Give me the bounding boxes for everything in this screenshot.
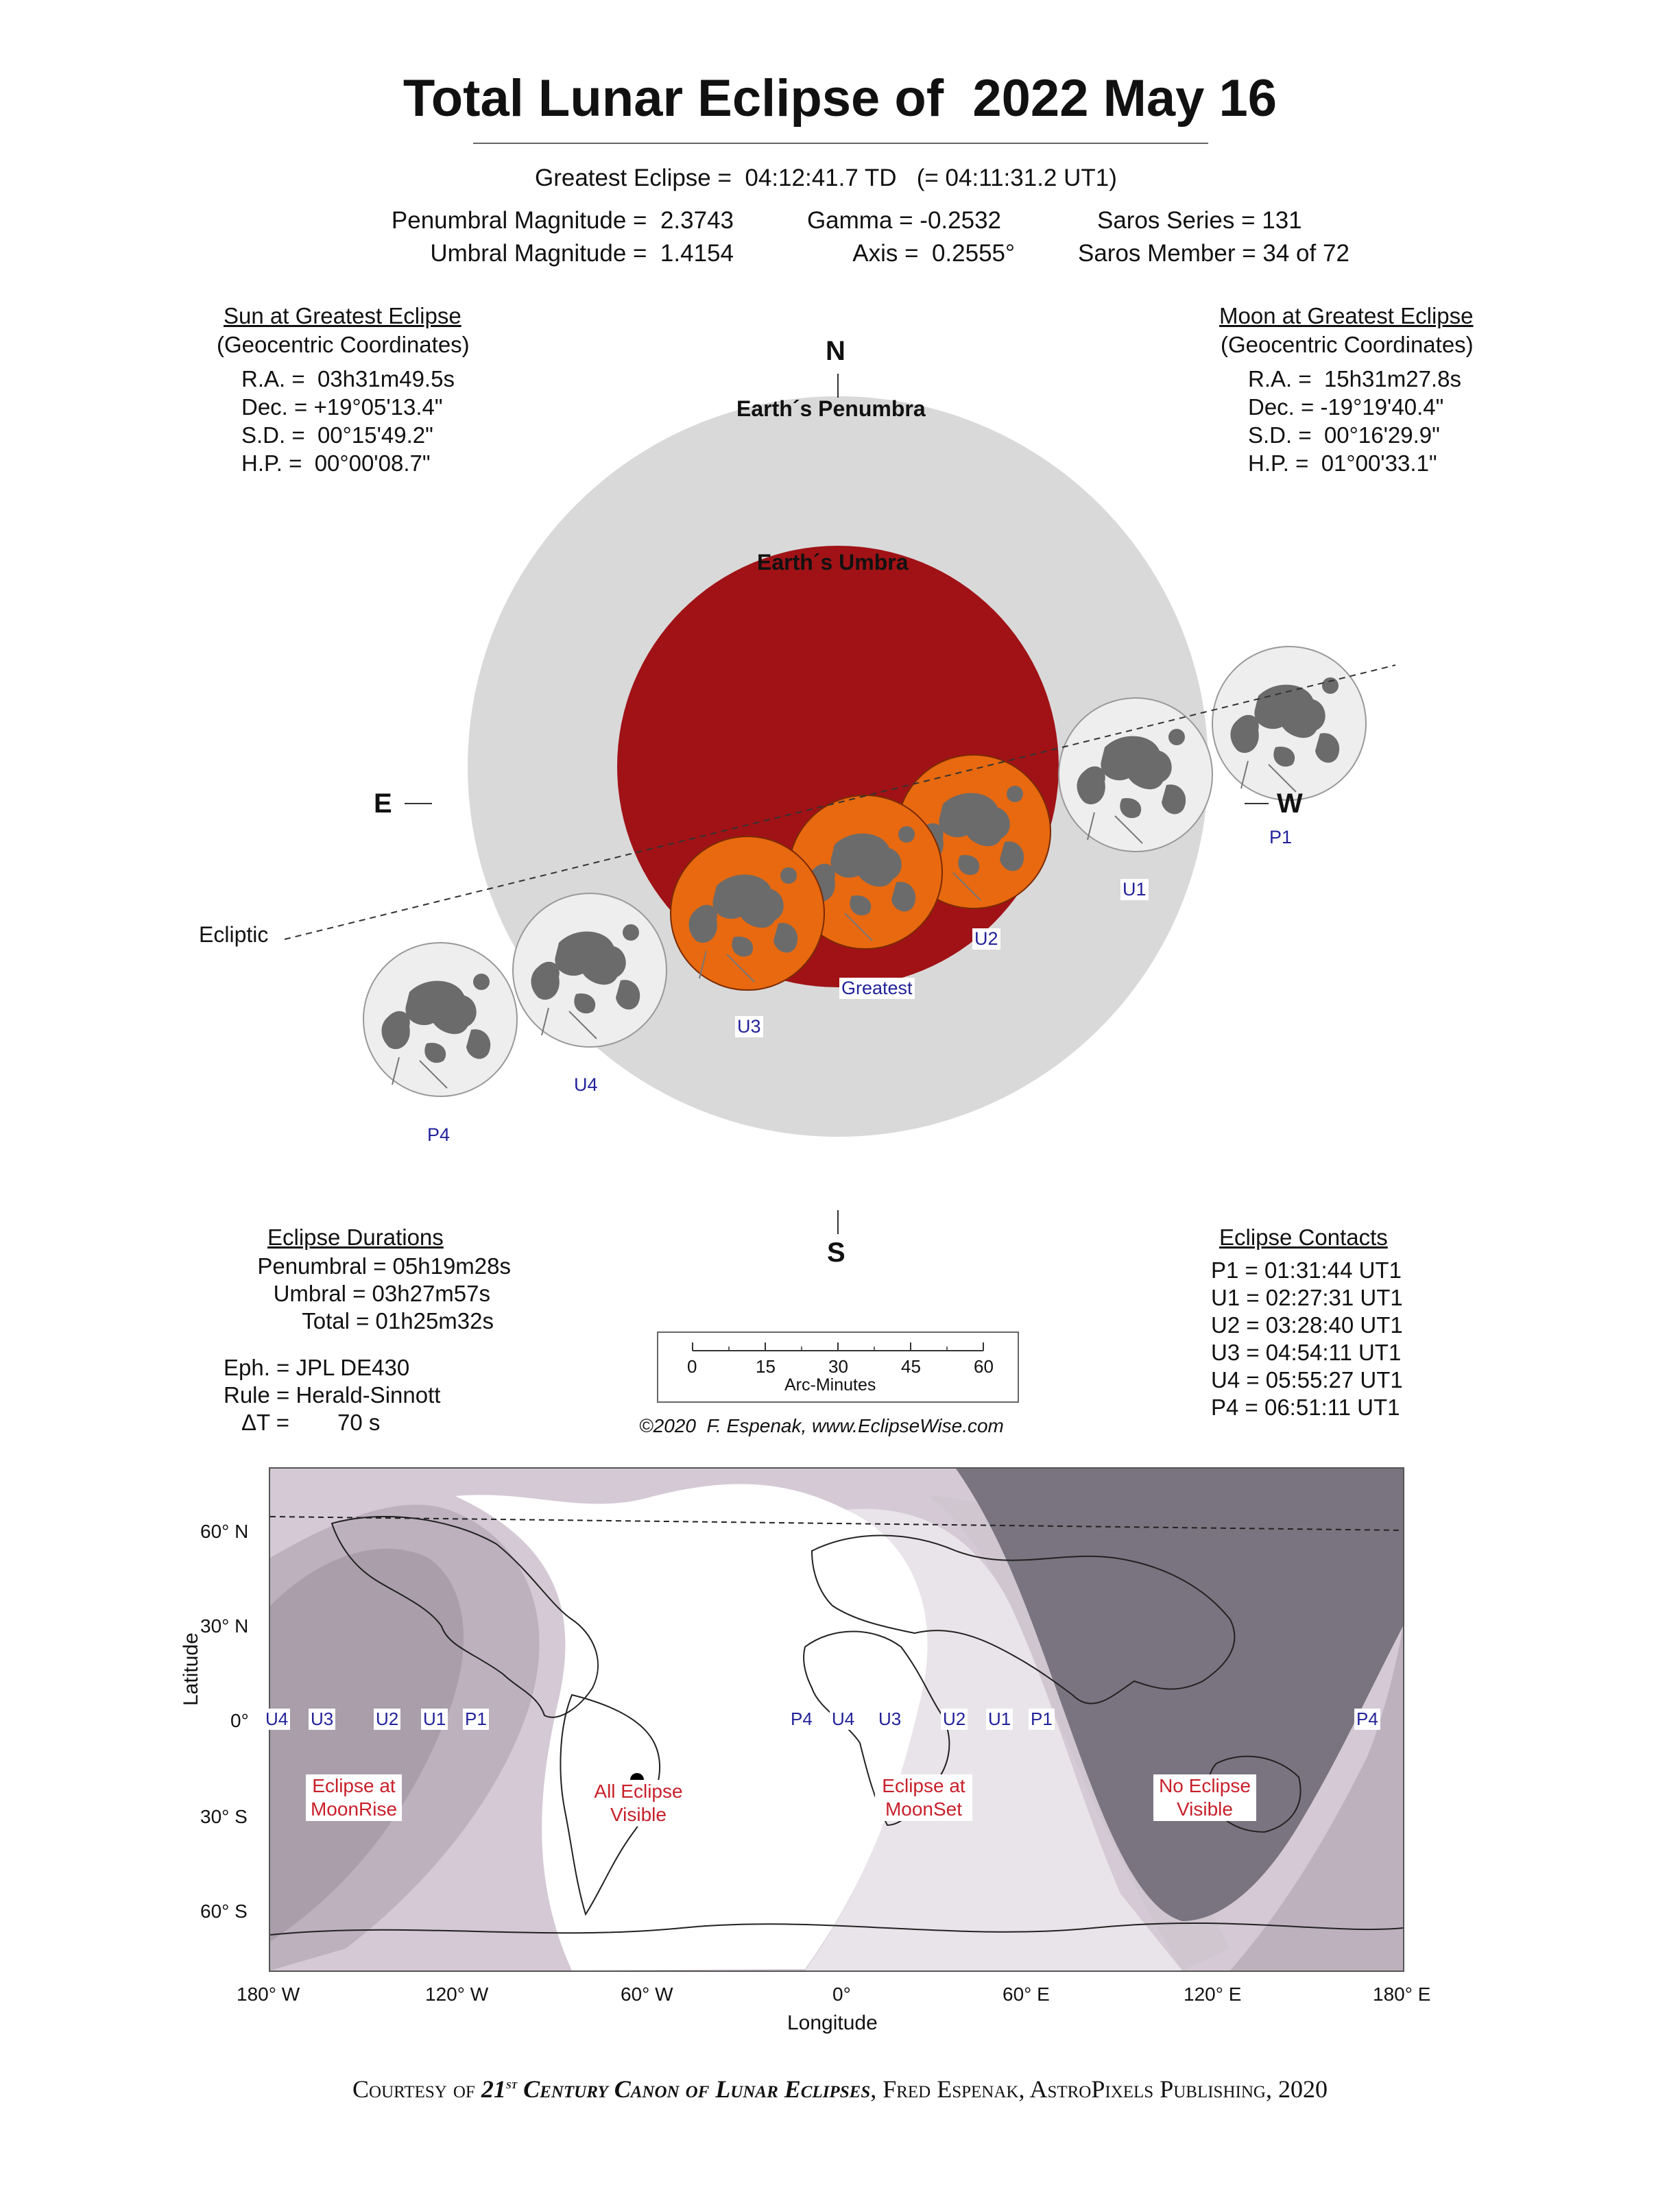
durations-heading: Eclipse Durations — [267, 1225, 444, 1250]
contact-label-greatest: Greatest — [839, 978, 915, 999]
region-no-eclipse-label — [1153, 1774, 1256, 1821]
contact-time-p4: P4 = 06:51:11 UT1 — [1211, 1395, 1400, 1420]
moon-p1 — [1212, 647, 1366, 800]
gamma-value: Gamma = -0.2532 — [806, 207, 1001, 234]
saros-member: Saros Member = 34 of 72 — [1078, 240, 1349, 267]
umbral-duration: Umbral = 03h27m57s — [273, 1281, 490, 1306]
moon-sd: S.D. = 00°16'29.9" — [1248, 422, 1440, 448]
region-all-line1: All Eclipse — [594, 1781, 683, 1802]
contact-label-u2: U2 — [972, 928, 1000, 950]
footer-century-suffix: st — [505, 2077, 518, 2092]
lon-tick-180w: 180° W — [237, 1984, 300, 2005]
map-contact-p4-east: P4 — [789, 1709, 815, 1730]
contact-time-p1: P1 = 01:31:44 UT1 — [1211, 1257, 1402, 1283]
greatest-eclipse-time: Greatest Eclipse = 04:12:41.7 TD (= 04:11:31.2 UT1) — [535, 165, 1117, 191]
umbral-magnitude: Umbral Magnitude = 1.4154 — [430, 240, 734, 267]
scale-tick-30: 30 — [828, 1356, 848, 1377]
scale-tick-60: 60 — [974, 1356, 994, 1377]
moon-u4 — [513, 893, 667, 1047]
saros-series: Saros Series = 131 — [1097, 207, 1302, 234]
region-none-line2: Visible — [1177, 1798, 1233, 1820]
axis-value: Axis = 0.2555° — [852, 240, 1015, 267]
contact-time-u2: U2 = 03:28:40 UT1 — [1211, 1312, 1403, 1338]
sun-ra: R.A. = 03h31m49.5s — [241, 366, 455, 391]
delta-t-label: ΔT = — [241, 1410, 290, 1435]
map-contact-u2-east: U2 — [941, 1709, 968, 1730]
region-all-visible-label — [587, 1780, 690, 1827]
map-contact-u4-east: U4 — [830, 1709, 856, 1730]
map-contact-u3-east: U3 — [876, 1709, 903, 1730]
map-contact-p1-west: P1 — [463, 1709, 489, 1730]
map-y-axis-label: Latitude — [180, 1632, 202, 1706]
lat-tick-60s: 60° S — [200, 1901, 248, 1922]
footer-credit — [0, 2075, 1680, 2103]
penumbral-duration: Penumbral = 05h19m28s — [257, 1253, 511, 1279]
lat-tick-30n: 30° N — [200, 1615, 249, 1637]
scale-tick-0: 0 — [687, 1356, 697, 1377]
moon-p4 — [363, 943, 517, 1096]
ecliptic-label: Ecliptic — [199, 922, 269, 947]
contact-time-u3: U3 = 04:54:11 UT1 — [1211, 1340, 1402, 1365]
contact-label-u3: U3 — [735, 1016, 763, 1037]
sun-coord-note: (Geocentric Coordinates) — [217, 332, 470, 357]
moon-hp: H.P. = 01°00'33.1" — [1248, 450, 1437, 476]
east-label: E — [374, 788, 392, 819]
moon-coord-note: (Geocentric Coordinates) — [1221, 332, 1474, 357]
ephemeris: Eph. = JPL DE430 — [224, 1355, 410, 1380]
arc-minute-scale — [657, 1331, 1019, 1403]
total-duration: Total = 01h25m32s — [302, 1308, 494, 1334]
south-label: S — [827, 1238, 845, 1268]
map-x-axis-label: Longitude — [787, 2012, 878, 2034]
contact-label-u4: U4 — [572, 1074, 600, 1096]
umbra-label: Earth´s Umbra — [757, 550, 909, 575]
north-label: N — [826, 336, 845, 366]
lon-tick-0: 0° — [832, 1984, 851, 2005]
contact-time-u4: U4 = 05:55:27 UT1 — [1211, 1367, 1403, 1393]
region-moonset-line2: MoonSet — [885, 1798, 963, 1820]
penumbral-magnitude: Penumbral Magnitude = 2.3743 — [391, 207, 734, 234]
sun-heading: Sun at Greatest Eclipse — [224, 303, 461, 328]
scale-unit-label: Arc-Minutes — [784, 1375, 876, 1395]
contacts-heading: Eclipse Contacts — [1219, 1225, 1388, 1250]
footer-courtesy: Courtesy of — [352, 2075, 481, 2103]
moon-ra: R.A. = 15h31m27.8s — [1248, 366, 1461, 391]
moon-u1 — [1059, 698, 1212, 852]
contact-label-p1: P1 — [1267, 827, 1294, 848]
lat-tick-60n: 60° N — [200, 1521, 249, 1542]
lon-tick-60w: 60° W — [621, 1984, 673, 2005]
lon-tick-180e: 180° E — [1373, 1984, 1431, 2005]
copyright: ©2020 F. Espenak, www.EclipseWise.com — [639, 1415, 1004, 1436]
lon-tick-120w: 120° W — [425, 1984, 489, 2005]
sun-hp: H.P. = 00°00'08.7" — [241, 450, 431, 476]
region-none-line1: No Eclipse — [1159, 1775, 1251, 1796]
moon-u3 — [671, 836, 824, 990]
region-moonrise-line1: Eclipse at — [312, 1775, 396, 1796]
lat-tick-0: 0° — [230, 1710, 249, 1731]
map-contact-u1-west: U1 — [421, 1709, 448, 1730]
moon-heading: Moon at Greatest Eclipse — [1219, 303, 1474, 328]
lon-tick-120e: 120° E — [1184, 1984, 1242, 2005]
lat-tick-30s: 30° S — [200, 1806, 248, 1827]
map-contact-p4-far-east: P4 — [1354, 1709, 1380, 1730]
contact-label-u1: U1 — [1120, 879, 1149, 900]
moon-dec: Dec. = -19°19'40.4" — [1248, 394, 1444, 420]
rule: Rule = Herald-Sinnott — [224, 1382, 441, 1408]
region-moonrise-label — [306, 1774, 402, 1821]
map-contact-u3-west: U3 — [309, 1709, 335, 1730]
region-moonrise-line2: MoonRise — [310, 1798, 398, 1820]
footer-century-number: 21 — [481, 2075, 506, 2103]
contact-label-p4: P4 — [425, 1124, 452, 1146]
region-all-line2: Visible — [610, 1804, 667, 1825]
map-contact-u4-west: U4 — [263, 1709, 290, 1730]
west-label: W — [1277, 788, 1303, 819]
region-moonset-label — [875, 1774, 972, 1821]
map-contact-u2-west: U2 — [374, 1709, 400, 1730]
penumbra-label: Earth´s Penumbra — [736, 396, 926, 421]
scale-tick-45: 45 — [901, 1356, 921, 1377]
footer-book-title: Century Canon of Lunar Eclipses — [517, 2075, 871, 2103]
footer-publisher: , Fred Espenak, AstroPixels Publishing, 2020 — [870, 2075, 1328, 2103]
map-contact-p1-east: P1 — [1029, 1709, 1055, 1730]
sun-sd: S.D. = 00°15'49.2" — [241, 422, 433, 448]
region-moonset-line1: Eclipse at — [882, 1775, 965, 1796]
scale-tick-15: 15 — [756, 1356, 776, 1377]
map-contact-u1-east: U1 — [986, 1709, 1013, 1730]
contact-time-u1: U1 = 02:27:31 UT1 — [1211, 1285, 1403, 1310]
page-title: Total Lunar Eclipse of 2022 May 16 — [403, 69, 1277, 128]
lon-tick-60e: 60° E — [1003, 1984, 1050, 2005]
sun-dec: Dec. = +19°05'13.4" — [241, 394, 443, 420]
delta-t-value: 70 s — [337, 1410, 381, 1435]
